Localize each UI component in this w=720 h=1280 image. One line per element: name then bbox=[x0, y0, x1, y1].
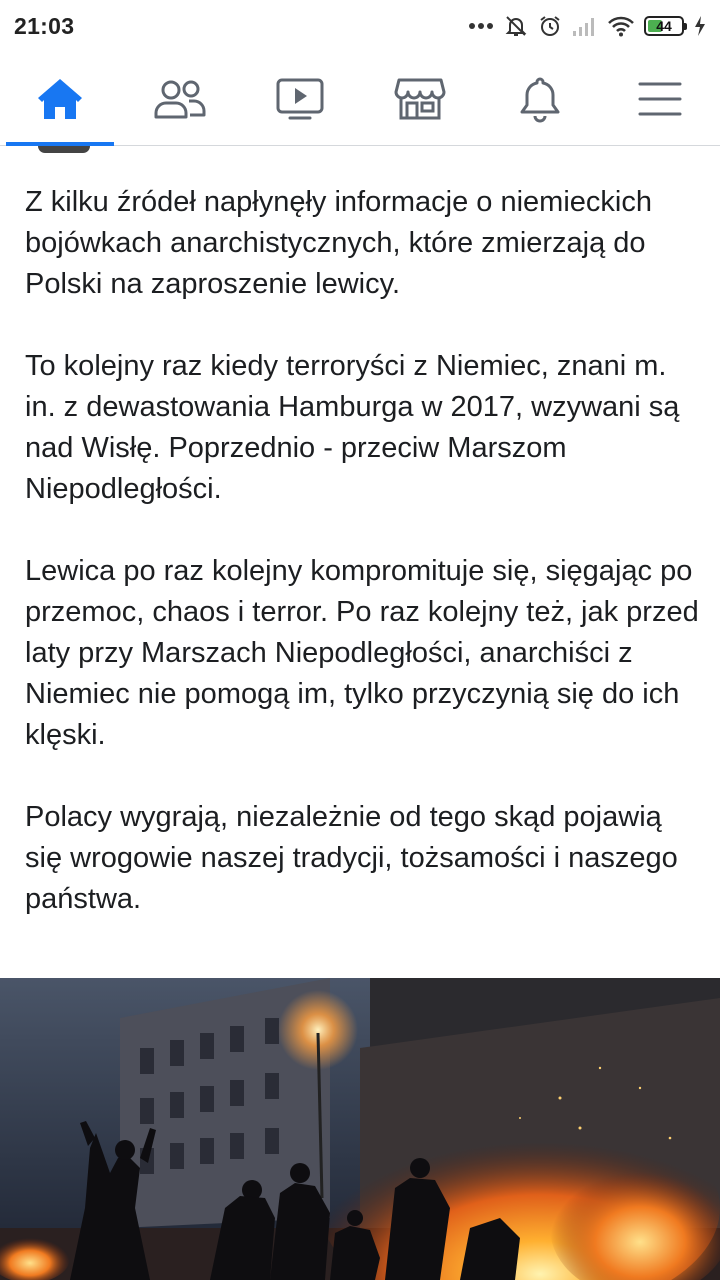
charging-icon bbox=[694, 15, 706, 37]
alarm-icon bbox=[538, 14, 562, 38]
more-dots-icon bbox=[468, 22, 494, 30]
status-icons bbox=[468, 14, 706, 38]
status-bar bbox=[0, 0, 720, 52]
riot-photo bbox=[0, 978, 720, 1280]
post-image[interactable] bbox=[0, 978, 720, 1280]
tab-marketplace[interactable] bbox=[360, 52, 480, 145]
wifi-icon bbox=[608, 15, 634, 37]
tab-home[interactable] bbox=[0, 52, 120, 145]
tab-menu[interactable] bbox=[600, 52, 720, 145]
home-icon bbox=[35, 76, 85, 122]
bell-icon bbox=[517, 75, 563, 123]
post-paragraph: Z kilku źródeł napłynęły informacje o niemieckich bojówkach anarchistycznych, które zmierzają do Polski na zaproszenie lewicy. bbox=[25, 186, 652, 300]
post-paragraph: Lewica po raz kolejny kompromituje się, sięgając po przemoc, chaos i terror. Po raz kolejny też, jak przed laty przy Marszach Niepodległości, anarchiści z Niemiec nie pomogą im, tylko przyczynią się do ich klęski. bbox=[25, 555, 699, 751]
tab-friends[interactable] bbox=[120, 52, 240, 145]
hamburger-menu-icon bbox=[637, 79, 683, 119]
battery-level: 44 bbox=[656, 18, 672, 34]
post-paragraph: To kolejny raz kiedy terroryści z Niemiec, znani m. in. z dewastowania Hamburga w 2017, wzywani są nad Wisłę. Poprzednio - przeciw Marszom Niepodległości. bbox=[25, 350, 680, 505]
tab-watch[interactable] bbox=[240, 52, 360, 145]
battery-icon bbox=[644, 16, 684, 36]
marketplace-icon bbox=[394, 76, 446, 122]
avatar[interactable] bbox=[38, 146, 90, 153]
nav-bar bbox=[0, 52, 720, 146]
friends-icon bbox=[153, 77, 207, 121]
status-time: 21:03 bbox=[14, 12, 75, 39]
signal-icon bbox=[572, 15, 598, 37]
video-icon bbox=[275, 76, 325, 122]
tab-notifications[interactable] bbox=[480, 52, 600, 145]
post-paragraph: Polacy wygrają, niezależnie od tego skąd pojawią się wrogowie naszej tradycji, tożsamości i naszego państwa. bbox=[25, 801, 678, 915]
post-text bbox=[25, 182, 705, 961]
bell-off-icon bbox=[504, 14, 528, 38]
